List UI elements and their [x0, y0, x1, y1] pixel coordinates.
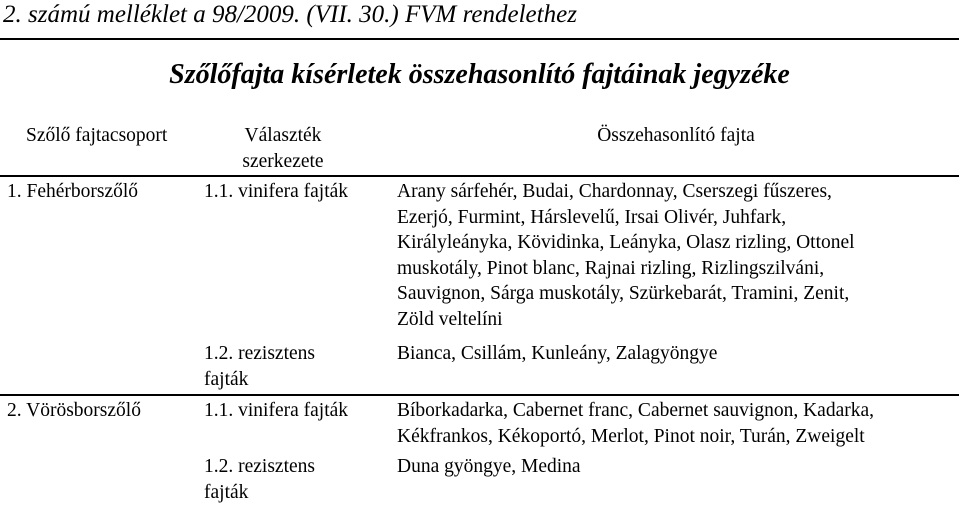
- structure-red-resistant: [204, 454, 315, 505]
- variety-line: Ezerjó, Furmint, Hárslevelű, Irsai Olivér, Juhfark,: [397, 206, 787, 228]
- group-label-red: 2. Vörösborszőlő: [7, 400, 141, 421]
- varieties-white-vinifera: [397, 179, 855, 332]
- column-header-structure: [223, 123, 343, 174]
- variety-line: muskotály, Pinot blanc, Rajnai rizling, Rizlingszilváni,: [397, 257, 825, 279]
- structure-white-vinifera: [204, 179, 348, 205]
- structure-white-resistant: [204, 341, 315, 392]
- header-bar: [0, 0, 959, 40]
- structure-line: fajták: [204, 368, 249, 390]
- group-label-white: 1. Fehérborszőlő: [7, 181, 139, 202]
- structure-line: fajták: [204, 481, 249, 503]
- structure-line: 1.2. rezisztens: [204, 343, 316, 364]
- variety-line: Királyleányka, Kövidinka, Leányka, Olasz rizling, Ottonel: [397, 232, 855, 253]
- column-header-group: Szőlő fajtacsoport: [26, 125, 168, 146]
- structure-line: 1.1. vinifera fajták: [204, 400, 349, 421]
- variety-line: Zöld veltelíni: [397, 308, 503, 330]
- variety-line: Bíborkadarka, Cabernet franc, Cabernet sauvignon, Kadarka,: [397, 400, 875, 421]
- varieties-red-vinifera: [397, 398, 874, 449]
- variety-line: Bianca, Csillám, Kunleány, Zalagyöngye: [397, 343, 718, 364]
- structure-red-vinifera: [204, 398, 348, 424]
- varieties-red-resistant: [397, 454, 581, 480]
- variety-line: Arany sárfehér, Budai, Chardonnay, Cserszegi fűszeres,: [397, 181, 832, 202]
- variety-line: Kékfrankos, Kékoportó, Merlot, Pinot noir, Turán, Zweigelt: [397, 425, 865, 447]
- document-title: Szőlőfajta kísérletek összehasonlító fajtáinak jegyzéke: [169, 59, 790, 90]
- group-divider: [0, 394, 959, 396]
- column-header-structure-line1: Választék: [244, 125, 322, 146]
- column-header-structure-line2: szerkezete: [242, 150, 324, 172]
- structure-line: 1.2. rezisztens: [204, 456, 316, 477]
- column-header-comparison: Összehasonlító fajta: [597, 125, 755, 146]
- varieties-white-resistant: [397, 341, 717, 367]
- variety-line: Duna gyöngye, Medina: [397, 456, 581, 477]
- header-divider: [0, 175, 959, 177]
- variety-line: Sauvignon, Sárga muskotály, Szürkebarát, Tramini, Zenit,: [397, 283, 850, 304]
- annex-reference: 2. számú melléklet a 98/2009. (VII. 30.) FVM rendelethez: [3, 1, 577, 28]
- structure-line: 1.1. vinifera fajták: [204, 181, 349, 202]
